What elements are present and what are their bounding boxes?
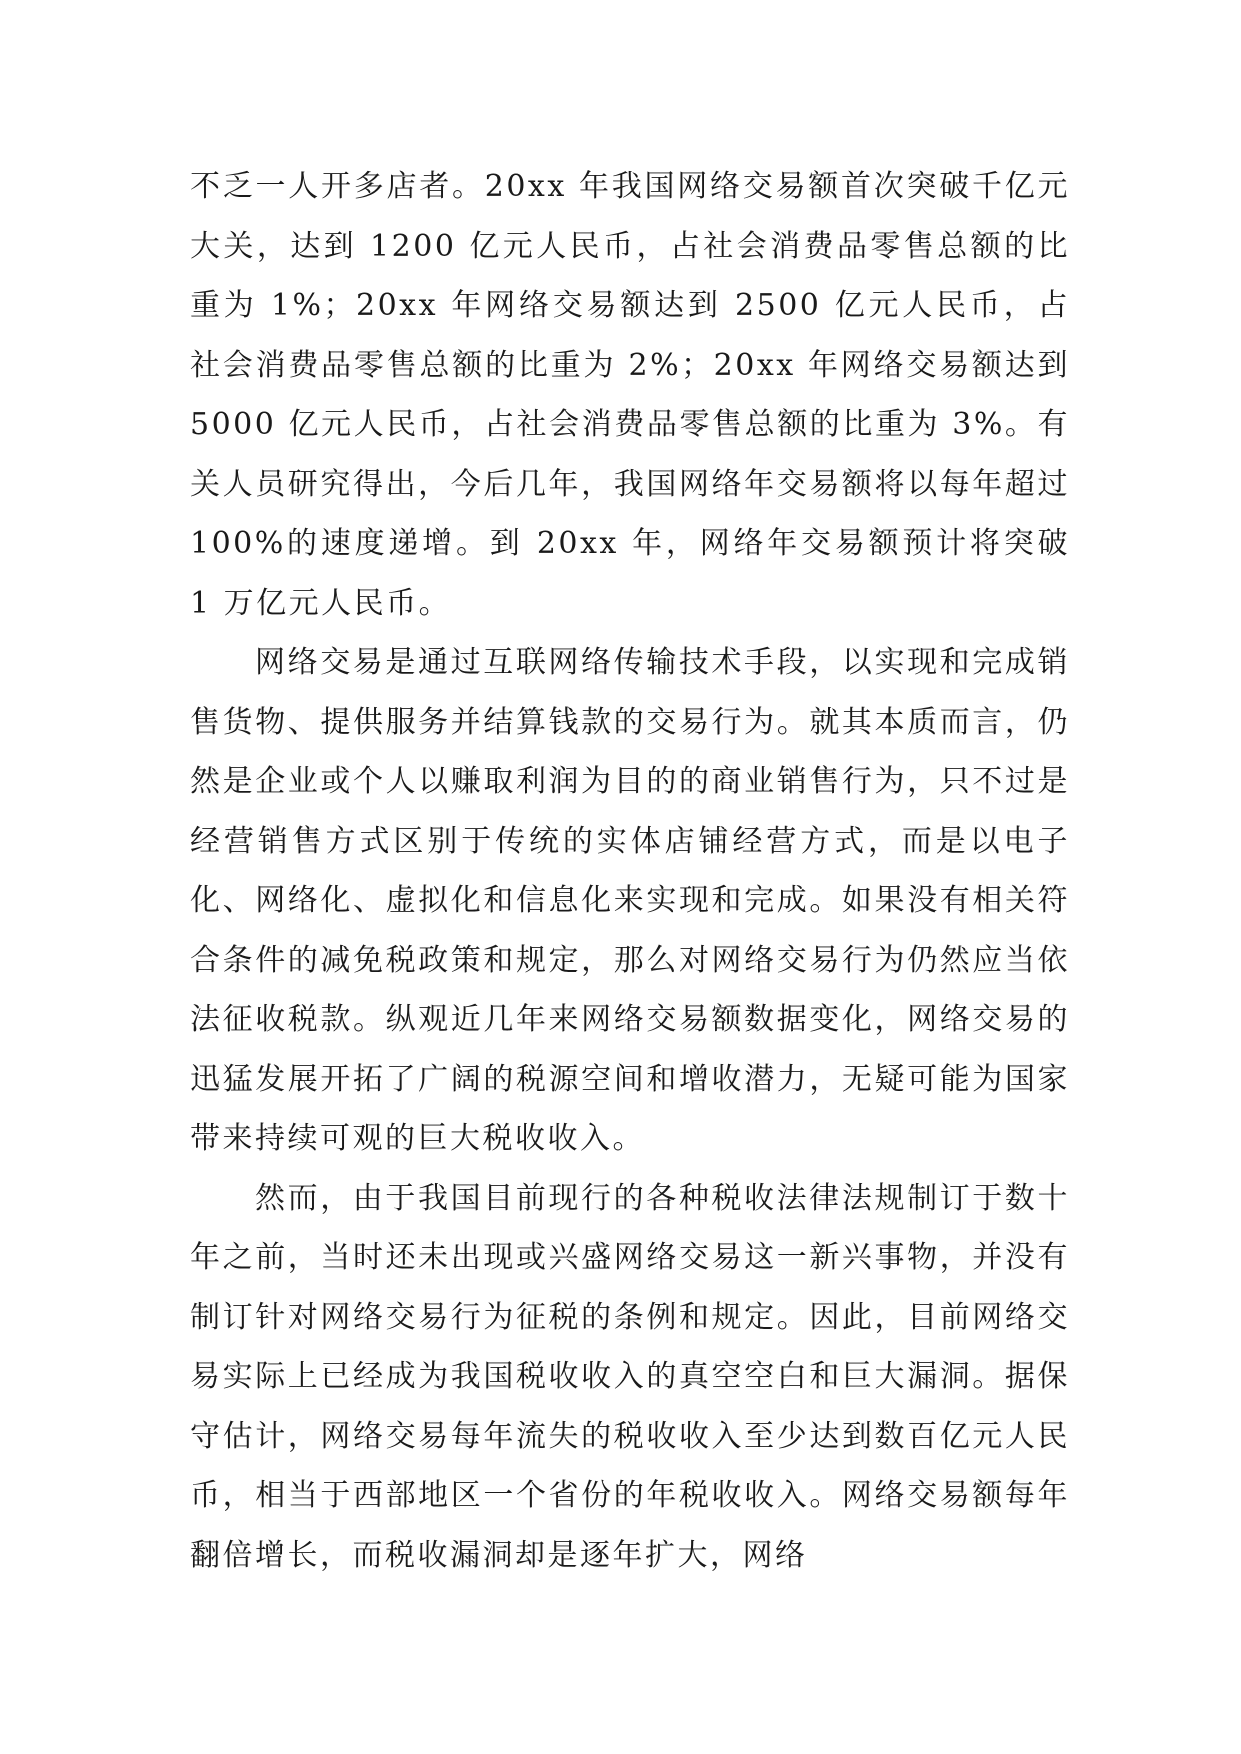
- paragraph-2: 网络交易是通过互联网络传输技术手段，以实现和完成销售货物、提供服务并结算钱款的交易行为。就其本质而言，仍然是企业或个人以赚取利润为目的的商业销售行为，只不过是经营销售方式区别于传统的实体店铺经营方式，而是以电子化、网络化、虚拟化和信息化来实现和完成。如果没有相关符合条件的减免税政策和规定，那么对网络交易行为仍然应当依法征收税款。纵观近几年来网络交易额数据变化，网络交易的迅猛发展开拓了广阔的税源空间和增收潜力，无疑可能为国家带来持续可观的巨大税收收入。: [190, 645, 1070, 1156]
- paragraph-1: 不乏一人开多店者。20xx 年我国网络交易额首次突破千亿元大关，达到 1200 亿元人民币，占社会消费品零售总额的比重为 1%；20xx 年网络交易额达到 2500 亿元人民币，占社会消费品零售总额的比重为 2%；20xx 年网络交易额达到 5000 亿元人民币，占社会消费品零售总额的比重为 3%。有关人员研究得出，今后几年，我国网络年交易额将以每年超过 100%的速度递增。到 20xx 年，网络年交易额预计将突破 1 万亿元人民币。: [190, 169, 1070, 621]
- paragraph-3: 然而，由于我国目前现行的各种税收法律法规制订于数十年之前，当时还未出现或兴盛网络交易这一新兴事物，并没有制订针对网络交易行为征税的条例和规定。因此，目前网络交易实际上已经成为我国税收收入的真空空白和巨大漏洞。据保守估计，网络交易每年流失的税收收入至少达到数百亿元人民币，相当于西部地区一个省份的年税收收入。网络交易额每年翻倍增长，而税收漏洞却是逐年扩大，网络: [190, 1180, 1070, 1573]
- document-body: [190, 157, 1070, 1585]
